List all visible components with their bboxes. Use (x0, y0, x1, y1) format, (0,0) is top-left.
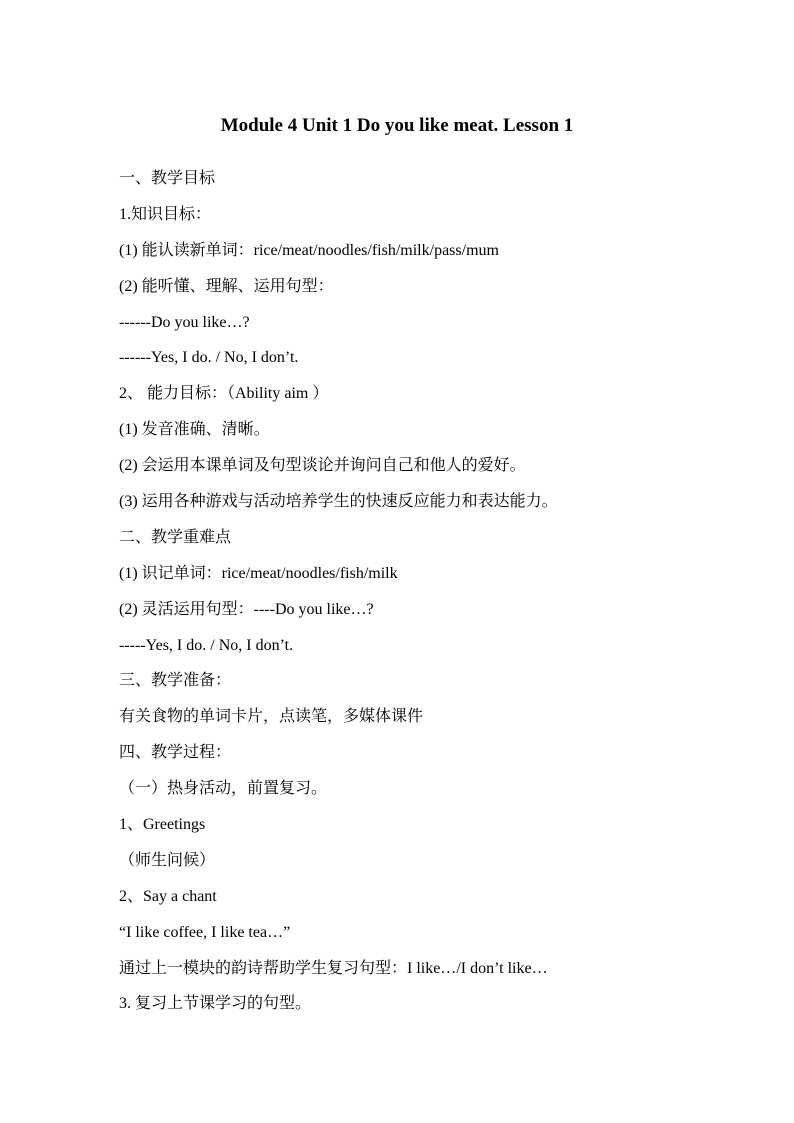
document-title: Module 4 Unit 1 Do you like meat. Lesson 1 (220, 115, 574, 136)
chant-review-note: 通过上一模块的韵诗帮助学生复习句型：I like…/I don’t like… (119, 959, 548, 977)
section-heading-objectives: 一、教学目标 (119, 170, 216, 187)
ability-objective-heading: 2、 能力目标：（Ability aim ） (119, 385, 329, 403)
knowledge-item-words: (1) 能认读新单词：rice/meat/noodles/fish/milk/pass/mum (119, 241, 499, 259)
ability-item-games: (3) 运用各种游戏与活动培养学生的快速反应能力和表达能力。 (119, 493, 558, 511)
process-step-review: 3. 复习上节课学习的句型。 (119, 995, 312, 1013)
chant-text: “I like coffee, I like tea…” (119, 923, 291, 941)
ability-item-discussion: (2) 会运用本课单词及句型谈论并询问自己和他人的爱好。 (119, 457, 526, 475)
section-heading-preparation: 三、教学准备： (119, 672, 232, 690)
knowledge-item-sentences: (2) 能听懂、理解、运用句型： (119, 277, 334, 295)
knowledge-objective-heading: 1.知识目标： (119, 205, 212, 223)
process-step-chant: 2、Say a chant (119, 887, 217, 905)
preparation-materials: 有关食物的单词卡片，点读笔，多媒体课件 (119, 708, 424, 726)
ability-item-pronunciation: (1) 发音准确、清晰。 (119, 421, 270, 439)
process-step-greetings: 1、Greetings (119, 816, 206, 834)
process-warmup-heading: （一）热身活动，前置复习。 (119, 780, 328, 798)
section-heading-process: 四、教学过程： (119, 744, 232, 762)
key-point-sentence-question: (2) 灵活运用句型：----Do you like…? (119, 600, 374, 618)
key-point-sentence-answer: -----Yes, I do. / No, I don’t. (119, 636, 294, 654)
key-point-words: (1) 识记单词：rice/meat/noodles/fish/milk (119, 564, 398, 582)
sentence-pattern-question: ------Do you like…? (119, 313, 250, 331)
sentence-pattern-answer: ------Yes, I do. / No, I don’t. (119, 349, 299, 367)
document-body (119, 165, 739, 1026)
process-step-greetings-note: （师生问候） (119, 851, 216, 869)
section-heading-key-points: 二、教学重难点 (119, 528, 232, 546)
